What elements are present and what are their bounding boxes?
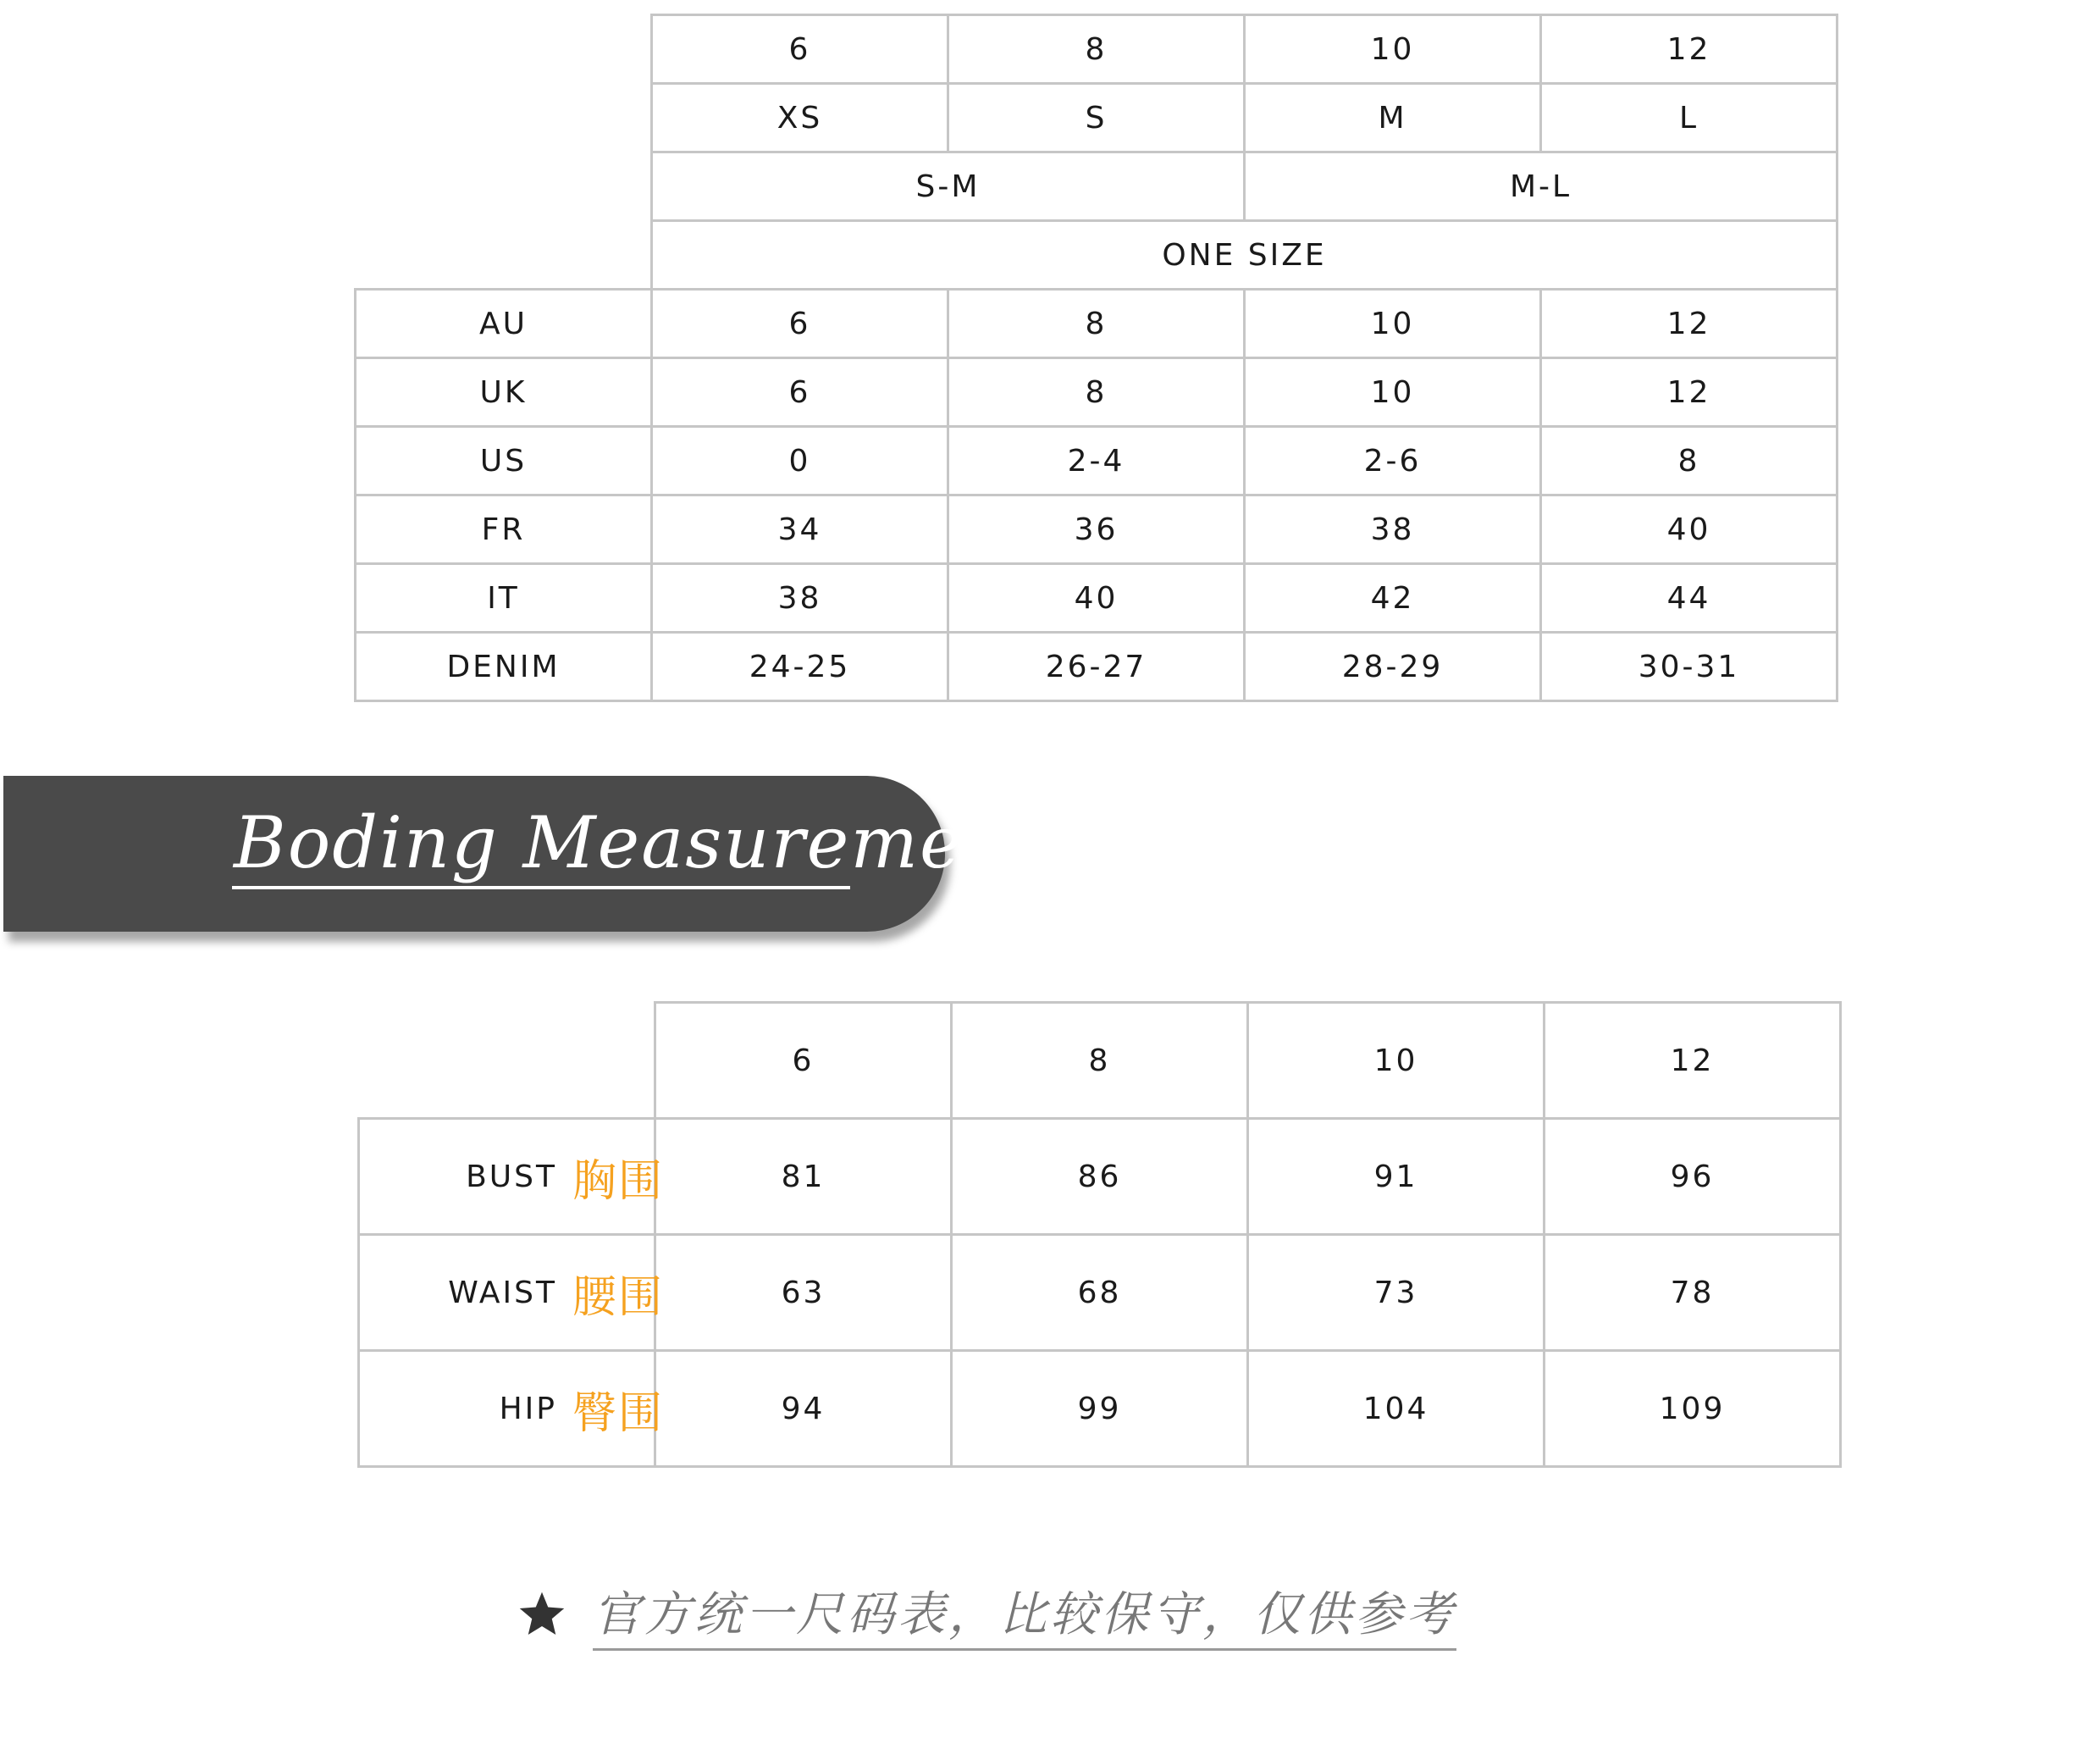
table-row — [359, 1351, 1841, 1467]
size-value-cell: 26-27 — [948, 633, 1245, 701]
size-value-cell: 6 — [652, 358, 948, 427]
size-header-cell: 10 — [1248, 1003, 1545, 1119]
measurement-label-cn: 臀围 — [572, 1387, 664, 1439]
size-value-cell: 36 — [948, 495, 1245, 564]
measurement-label-cell — [359, 1235, 664, 1351]
size-value-cell: 38 — [652, 564, 948, 633]
banner-underline — [232, 886, 850, 889]
size-value-cell: 40 — [948, 564, 1245, 633]
grouped-size-cell: S-M — [652, 152, 1245, 221]
size-number-cell: 8 — [948, 15, 1245, 84]
table-row — [356, 15, 1838, 84]
size-value-cell: 28-29 — [1245, 633, 1541, 701]
measurement-value-cell: 78 — [1545, 1235, 1841, 1351]
measurement-label: BUST — [466, 1159, 557, 1194]
empty-corner-cell — [359, 1003, 655, 1119]
table-row — [356, 495, 1838, 564]
table-row — [359, 1119, 1841, 1235]
table-row — [359, 1003, 1841, 1119]
region-label: FR — [356, 495, 652, 564]
table-row — [359, 1235, 1841, 1351]
size-value-cell: 10 — [1245, 358, 1541, 427]
size-value-cell: 0 — [652, 427, 948, 495]
grouped-size-cell: M-L — [1245, 152, 1838, 221]
measurement-value-cell: 109 — [1545, 1351, 1841, 1467]
table-row — [356, 633, 1838, 701]
empty-corner-cell — [356, 152, 652, 221]
measurement-value-cell: 96 — [1545, 1119, 1841, 1235]
measurement-value-cell: 63 — [655, 1235, 952, 1351]
empty-corner-cell — [356, 84, 652, 152]
measurement-label-cn: 胸围 — [572, 1155, 664, 1207]
letter-size-cell: S — [948, 84, 1245, 152]
measurement-value-cell: 86 — [952, 1119, 1248, 1235]
letter-size-cell: XS — [652, 84, 948, 152]
measurement-value-cell: 99 — [952, 1351, 1248, 1467]
table-row — [356, 152, 1838, 221]
size-value-cell: 6 — [652, 290, 948, 358]
size-value-cell: 2-4 — [948, 427, 1245, 495]
size-value-cell: 42 — [1245, 564, 1541, 633]
size-conversion-table — [354, 14, 1838, 702]
measurement-value-cell: 73 — [1248, 1235, 1545, 1351]
section-banner — [3, 776, 1042, 932]
size-header-cell: 12 — [1545, 1003, 1841, 1119]
size-value-cell: 12 — [1541, 290, 1838, 358]
measurement-label: WAIST — [448, 1275, 557, 1310]
size-value-cell: 30-31 — [1541, 633, 1838, 701]
size-header-cell: 6 — [655, 1003, 952, 1119]
measurement-value-cell: 68 — [952, 1235, 1248, 1351]
table-row — [356, 290, 1838, 358]
body-measurement-table — [357, 1001, 1842, 1468]
size-value-cell: 44 — [1541, 564, 1838, 633]
size-number-cell: 10 — [1245, 15, 1541, 84]
measurement-label-cell — [359, 1119, 664, 1235]
size-value-cell: 2-6 — [1245, 427, 1541, 495]
measurement-value-cell: 94 — [655, 1351, 952, 1467]
size-number-cell: 6 — [652, 15, 948, 84]
letter-size-cell: L — [1541, 84, 1838, 152]
region-label: US — [356, 427, 652, 495]
one-size-cell: ONE SIZE — [652, 221, 1838, 290]
size-value-cell: 8 — [948, 290, 1245, 358]
banner-title: Boding Measurement — [234, 801, 1042, 884]
measurement-value-cell: 104 — [1248, 1351, 1545, 1467]
empty-corner-cell — [356, 15, 652, 84]
footer-note — [517, 1577, 1456, 1645]
disclaimer-text: 官方统一尺码表，比较保守，仅供参考 — [593, 1577, 1456, 1651]
table-row — [356, 427, 1838, 495]
measurement-label-cn: 腰围 — [572, 1271, 664, 1323]
table-row — [356, 564, 1838, 633]
letter-size-cell: M — [1245, 84, 1541, 152]
size-value-cell: 10 — [1245, 290, 1541, 358]
size-header-cell: 8 — [952, 1003, 1248, 1119]
empty-corner-cell — [356, 221, 652, 290]
table-row — [356, 84, 1838, 152]
region-label: IT — [356, 564, 652, 633]
region-label: UK — [356, 358, 652, 427]
size-value-cell: 8 — [948, 358, 1245, 427]
size-value-cell: 24-25 — [652, 633, 948, 701]
size-value-cell: 12 — [1541, 358, 1838, 427]
measurement-label: HIP — [499, 1391, 557, 1426]
star-icon — [517, 1589, 567, 1640]
region-label: DENIM — [356, 633, 652, 701]
size-value-cell: 8 — [1541, 427, 1838, 495]
measurement-label-cell — [359, 1351, 664, 1467]
region-label: AU — [356, 290, 652, 358]
measurement-value-cell: 81 — [655, 1119, 952, 1235]
size-value-cell: 38 — [1245, 495, 1541, 564]
table-row — [356, 221, 1838, 290]
size-value-cell: 40 — [1541, 495, 1838, 564]
size-value-cell: 34 — [652, 495, 948, 564]
measurement-value-cell: 91 — [1248, 1119, 1545, 1235]
size-number-cell: 12 — [1541, 15, 1838, 84]
table-row — [356, 358, 1838, 427]
